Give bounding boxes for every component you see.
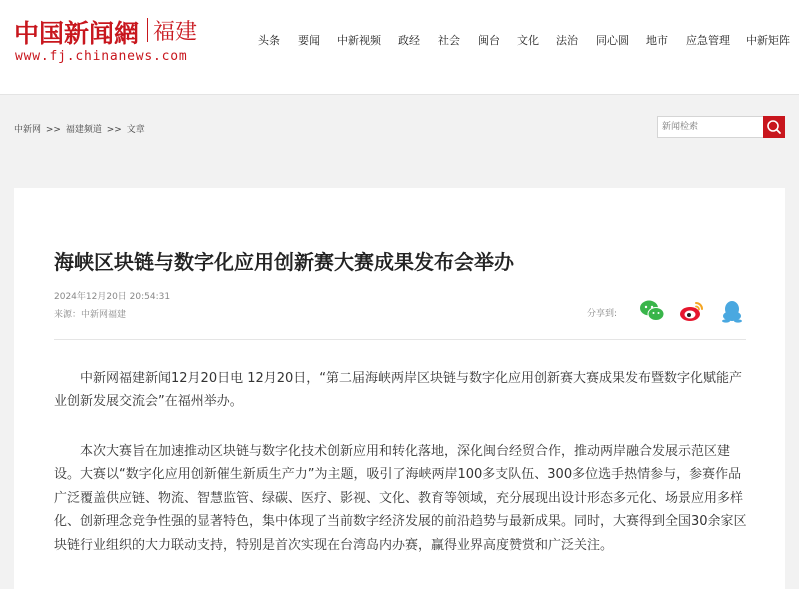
publish-date: 2024年12月20日 20:54:31: [54, 292, 171, 302]
site-header: [0, 0, 799, 95]
nav-item-wenhua[interactable]: 文化: [517, 34, 539, 47]
site-logo[interactable]: 中国新闻網: [14, 19, 140, 48]
article-source: 来源：中新网福建: [54, 310, 127, 320]
nav-item-tongxinyuan[interactable]: 同心圆: [596, 34, 629, 47]
nav-item-toutiao[interactable]: 头条: [258, 34, 280, 47]
nav-item-shehui[interactable]: 社会: [438, 34, 460, 47]
nav-item-dishi[interactable]: 地市: [646, 34, 668, 47]
nav-item-yaowen[interactable]: 要闻: [298, 34, 320, 47]
nav-item-yingji[interactable]: 应急管理: [686, 34, 730, 47]
nav-item-zhengjing[interactable]: 政经: [398, 34, 420, 47]
search-input[interactable]: [657, 116, 769, 138]
breadcrumb: [14, 122, 145, 135]
search-icon: [763, 116, 785, 138]
article-paragraph: 中新网福建新闻12月20日电 12月20日，“第二届海峡两岸区块链与数字化应用创新赛大赛成果发布暨数字化赋能产业创新发展交流会”在福州举办。: [54, 371, 743, 410]
article-paragraph: 本次大赛旨在加速推动区块链与数字化技术创新应用和转化落地，深化闽台经贸合作，推动两岸融合发展示范区建设。大赛以“数字化应用创新催生新质生产力”为主题，吸引了海峡两岸100多支队伍、300多位选手热情参与，参赛作品广泛覆盖供应链、物流、智慧监管、绿碳、医疗、影视、文化、教育等领域，充分展现出设计形态多元化、场景应用多样化、创新理念竞争性强的显著特色，集中体现了当前数字经济发展的前沿趋势与最新成果。同时，大赛得到全国30余家区块链行业组织的大力联动支持，特别是首次实现在台湾岛内办赛，赢得业界高度赞赏和广泛关注。: [54, 444, 747, 553]
breadcrumb-item-current: 文章: [126, 125, 145, 135]
breadcrumb-item-home[interactable]: 中新网: [14, 125, 42, 135]
search-box: [657, 116, 785, 138]
search-button[interactable]: [763, 116, 785, 138]
article-divider: [54, 339, 746, 340]
qq-icon[interactable]: [719, 299, 745, 323]
weibo-icon[interactable]: [679, 299, 705, 323]
site-domain: www.fj.chinanews.com: [15, 49, 188, 64]
breadcrumb-item-channel[interactable]: 福建频道: [65, 125, 102, 135]
article-title: 海峡区块链与数字化应用创新赛大赛成果发布会举办: [54, 250, 514, 274]
breadcrumb-separator: >>: [106, 125, 122, 135]
share-label: 分享到:: [587, 309, 618, 319]
article-card: [14, 188, 785, 589]
nav-item-video[interactable]: 中新视频: [337, 34, 381, 47]
nav-item-juzhen[interactable]: 中新矩阵: [746, 34, 790, 47]
nav-item-fazhi[interactable]: 法治: [556, 34, 578, 47]
main-nav: [0, 32, 799, 50]
wechat-icon[interactable]: [639, 299, 665, 323]
nav-item-mintai[interactable]: 闽台: [478, 34, 500, 47]
channel-name[interactable]: 福建: [153, 20, 198, 45]
breadcrumb-separator: >>: [45, 125, 61, 135]
